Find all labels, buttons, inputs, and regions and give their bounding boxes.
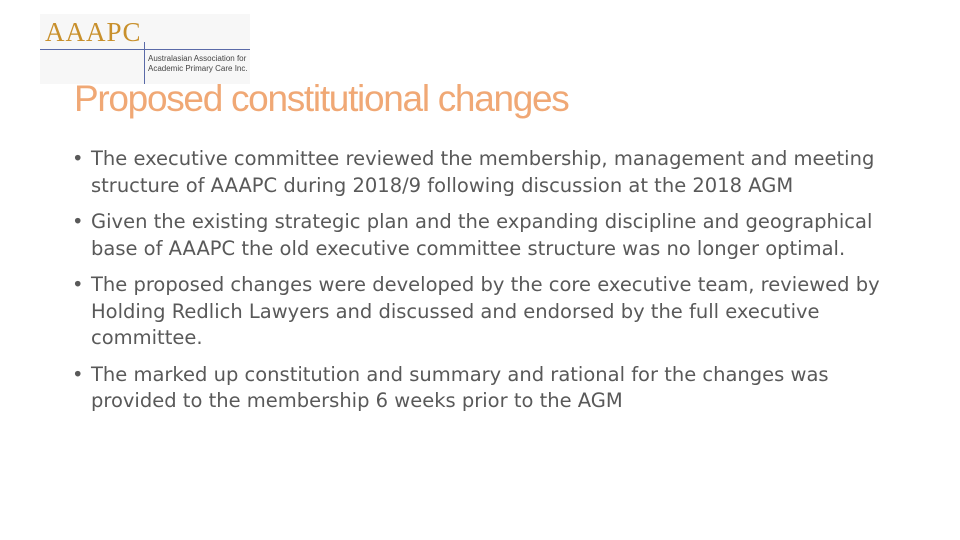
bullet-item: [72, 146, 892, 199]
bullet-marker: •: [72, 210, 84, 233]
logo-horizontal-rule: [40, 49, 250, 50]
bullet-text: The marked up constitution and summary and rational for the changes was provided to the membership 6 weeks prior to the AGM: [91, 362, 829, 412]
bullet-item: [72, 362, 892, 415]
bullet-item: [72, 272, 892, 352]
aaapc-logo: [40, 14, 250, 84]
bullet-item: [72, 209, 892, 262]
bullet-marker: •: [72, 362, 84, 386]
slide-title: Proposed constitutional changes: [74, 78, 569, 119]
bullet-text: The executive committee reviewed the membership, management and meeting structure of AAAPC during 2018/9 following discussion at the 2018 AGM: [91, 147, 875, 197]
bullet-marker: •: [72, 273, 84, 296]
bullet-text: Given the existing strategic plan and the expanding discipline and geographical base of AAAPC the old executive committee structure was no longer optimal.: [91, 210, 873, 260]
bullet-marker: •: [72, 147, 84, 170]
bullet-list: [72, 146, 892, 425]
bullet-text: The proposed changes were developed by the core executive team, reviewed by Holding Redlich Lawyers and discussed and endorsed by the full executive committee.: [91, 273, 880, 349]
logo-mark: AAAPC: [45, 17, 142, 47]
logo-subtitle: Australasian Association for Academic Primary Care Inc.: [148, 54, 248, 73]
